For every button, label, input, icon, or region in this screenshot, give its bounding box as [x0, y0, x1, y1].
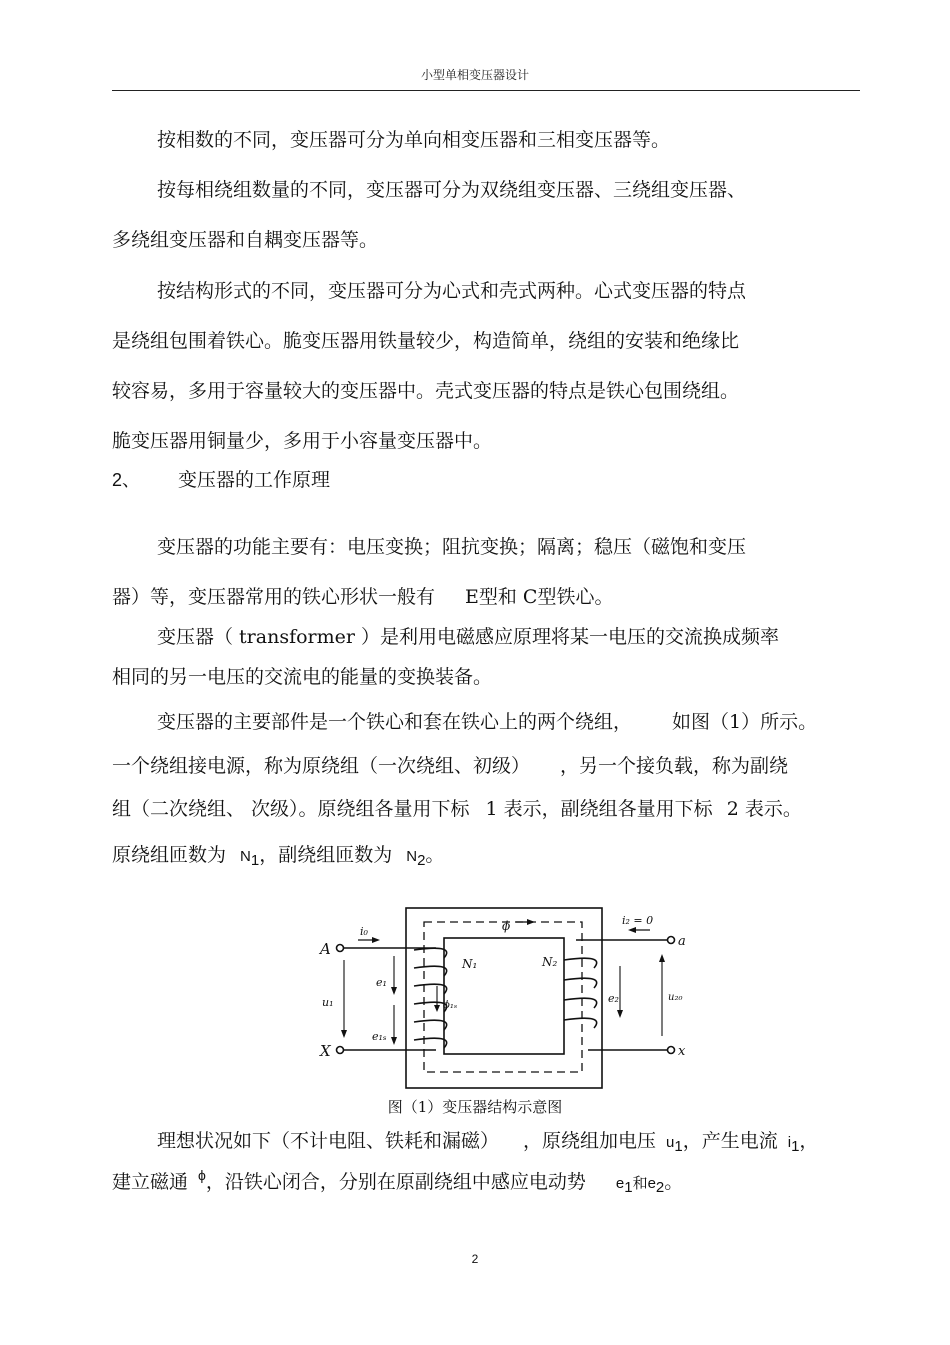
label-x: x	[678, 1044, 686, 1059]
text-run: ，沿铁心闭合，分别在原副绕组中感应电动势	[205, 1171, 586, 1193]
paragraph-line: 是绕组包围着铁心。脆变压器用铁量较少，构造简单，绕组的安装和绝缘比	[112, 330, 740, 352]
subscript: 1	[674, 1138, 683, 1155]
paragraph-line: 按相数的不同，变压器可分为单向相变压器和三相变压器等。	[157, 129, 671, 151]
section-title: 变压器的工作原理	[178, 469, 331, 491]
symbol-u1: u	[666, 1134, 675, 1151]
label-e2: e₂	[608, 992, 619, 1005]
paragraph-line	[112, 843, 444, 873]
section-heading	[112, 468, 330, 492]
core-outer	[406, 908, 602, 1088]
label-u20: u₂₀	[668, 992, 683, 1003]
i2-arrowhead	[628, 927, 636, 933]
text-run: 1 表示，副绕组各量用下标	[485, 798, 713, 820]
text-run: 原绕组匝数为	[112, 844, 227, 866]
label-e1s: e₁ₛ	[372, 1030, 387, 1043]
paragraph-line	[112, 797, 802, 821]
paragraph-line	[157, 1129, 818, 1159]
terminal-a	[668, 937, 675, 944]
terminal-x	[668, 1047, 675, 1054]
paragraph-line: 按每相绕组数量的不同，变压器可分为双绕组变压器、三绕组变压器、	[157, 179, 747, 201]
paragraph-line: 相同的另一电压的交流电的能量的变换装备。	[112, 666, 493, 688]
flux-arrowhead	[527, 919, 535, 925]
paragraph-line	[112, 1163, 683, 1200]
symbol-phi: ϕ	[198, 1167, 206, 1183]
figure-caption: 图（1）变压器结构示意图	[387, 1098, 563, 1116]
e1s-arrowhead	[391, 1037, 397, 1045]
paragraph-line	[157, 710, 817, 734]
symbol-e2: e	[647, 1175, 656, 1192]
text-run: ，原绕组加电压	[523, 1130, 657, 1152]
text-run: ，另一个接负载，称为副绕	[560, 755, 789, 777]
text-run: 变压器的主要部件是一个铁心和套在铁心上的两个绕组，	[157, 711, 633, 733]
text-run: 。	[425, 844, 445, 866]
label-N2: N₂	[542, 955, 558, 969]
u20-arrowhead	[659, 954, 665, 962]
paragraph-line: 多绕组变压器和自耦变压器等。	[112, 229, 379, 251]
label-i0: i₀	[360, 925, 368, 938]
text-run: 。	[664, 1171, 684, 1193]
terminal-A	[337, 945, 344, 952]
page-number: 2	[471, 1252, 479, 1266]
subscript: 1	[791, 1138, 800, 1155]
subscript: 1	[250, 852, 260, 869]
text-run: 一个绕组接电源，称为原绕组（一次绕组、初级）	[112, 755, 531, 777]
transformer-diagram	[316, 900, 696, 1095]
running-header: 小型单相变压器设计	[420, 68, 529, 82]
label-N1: N₁	[462, 957, 478, 971]
label-X: X	[320, 1042, 331, 1060]
phi1s-arrowhead	[434, 1005, 440, 1012]
transformer-diagram-svg	[316, 900, 696, 1095]
terminal-X	[337, 1047, 344, 1054]
text-run: 2 表示。	[726, 798, 802, 820]
primary-winding	[414, 948, 447, 1048]
paragraph-line: 脆变压器用铜量少，多用于小容量变压器中。	[112, 430, 493, 452]
paragraph-line: 变压器（ transformer ）是利用电磁感应原理将某一电压的交流换成频率	[157, 626, 780, 648]
text-run: E型和 C型铁心。	[465, 586, 614, 608]
secondary-winding	[564, 958, 597, 1028]
flux-path	[424, 922, 582, 1072]
label-u1: u₁	[322, 996, 334, 1009]
label-A: A	[320, 940, 331, 958]
label-phi: ϕ	[502, 919, 511, 933]
label-i2: i₂ = 0	[622, 914, 654, 927]
text-run: 建立磁通	[112, 1171, 189, 1193]
symbol-i1: i	[787, 1134, 792, 1151]
text-run: 组（二次绕组、 次级）。原绕组各量用下标	[112, 798, 470, 820]
text-run: ，	[799, 1130, 819, 1152]
paragraph-line: 按结构形式的不同，变压器可分为心式和壳式两种。心式变压器的特点	[157, 280, 747, 302]
paragraph-line: 变压器的功能主要有：电压变换；阻抗变换；隔离；稳压（磁饱和变压	[157, 536, 747, 558]
header-rule	[112, 90, 860, 91]
label-phi1s: ϕ₁ₛ	[443, 1000, 458, 1011]
text-run: 器）等，变压器常用的铁心形状一般有	[112, 586, 436, 608]
symbol-N1: N	[240, 848, 251, 865]
text-run: ，副绕组匝数为	[259, 844, 393, 866]
text-run: 和	[632, 1174, 648, 1192]
section-number: 2、	[112, 470, 141, 490]
label-a: a	[678, 934, 686, 949]
e1-arrowhead	[391, 987, 397, 995]
paragraph-line	[112, 585, 613, 609]
text-run: 理想状况如下（不计电阻、铁耗和漏磁）	[157, 1130, 500, 1152]
symbol-N2: N	[406, 848, 418, 865]
text-run: ，产生电流	[682, 1130, 778, 1152]
symbol-e1: e	[615, 1175, 625, 1192]
label-e1: e₁	[376, 976, 387, 989]
paragraph-line: 较容易，多用于容量较大的变压器中。壳式变压器的特点是铁心包围绕组。	[112, 380, 740, 402]
subscript: 1	[624, 1179, 633, 1196]
i0-arrowhead	[372, 937, 380, 943]
subscript: 2	[417, 852, 426, 869]
e2-arrowhead	[617, 1010, 623, 1018]
u1-arrowhead	[341, 1030, 347, 1038]
paragraph-line	[112, 754, 788, 778]
subscript: 2	[655, 1179, 665, 1196]
text-run: 如图（1）所示。	[672, 711, 818, 733]
